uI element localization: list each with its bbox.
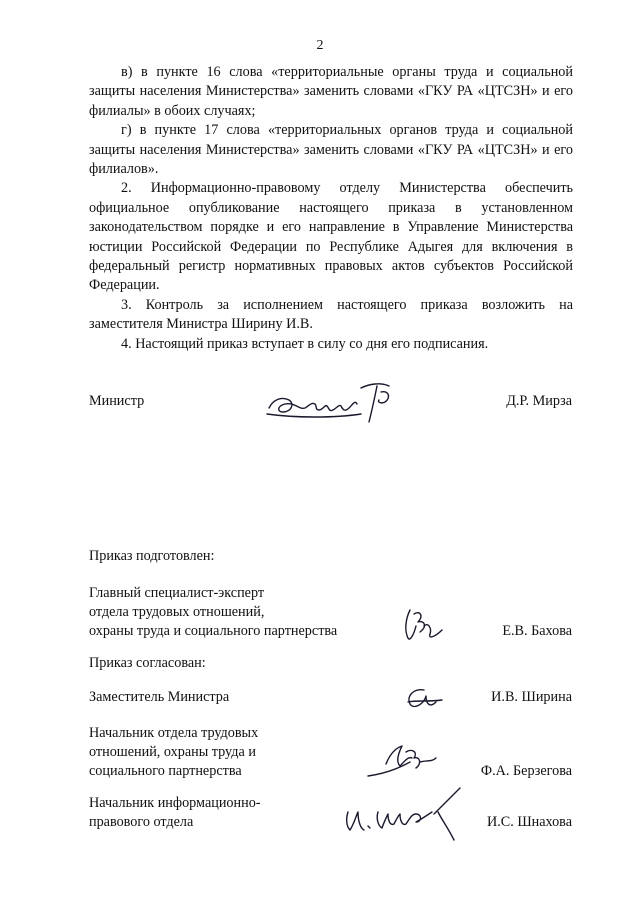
- signature-bakhova-icon: [400, 604, 450, 646]
- paragraph-4: 4. Настоящий приказ вступает в силу со дня его подписания.: [121, 335, 489, 352]
- shnakhova-position-line-1: Начальник информационно-: [89, 795, 261, 811]
- minister-name: Д.Р. Мирза: [506, 393, 572, 409]
- shirina-position-line-1: Заместитель Министра: [89, 689, 230, 705]
- prepared-heading: Приказ подготовлен:: [89, 548, 215, 564]
- agreed-heading: Приказ согласован:: [89, 655, 206, 671]
- berzegova-name: Ф.А. Берзегова: [480, 763, 572, 779]
- paragraph-3: 3. Контроль за исполнением настоящего приказа возложить на заместителя Министра Ширину И.В.: [89, 296, 573, 333]
- agreed-signer-shirina: [0, 688, 640, 708]
- signature-berzegova-icon: [362, 736, 442, 784]
- shnakhova-name: И.С. Шнахова: [486, 814, 572, 830]
- paragraph-v: в) в пункте 16 слова «территориальные органы труда и социальной защиты населения Министерства» заменить словами «ГКУ РА «ЦТСЗН» и его филиалы» в обоих случаях;: [89, 64, 573, 119]
- prepared-signer: [0, 584, 640, 644]
- shnakhova-position-line-2: правового отдела: [89, 814, 194, 830]
- signature-shnakhova-icon: [338, 784, 468, 844]
- order-body: [89, 63, 573, 354]
- berzegova-position-line-1: Начальник отдела трудовых: [89, 725, 259, 741]
- prepared-position-line-1: Главный специалист-эксперт: [89, 585, 265, 601]
- agreed-signer-shnakhova: [0, 794, 640, 834]
- page-number: 2: [316, 38, 324, 53]
- paragraph-2: 2. Информационно-правовому отделу Министерства обеспечить официальное опубликование настоящего приказа в установленном законодательством порядке и его направление в Управление Министерства юстиции Российской Федерации по Республике Адыгея для включения в федеральный регистр нормативных правовых актов субъектов Российской Федерации.: [89, 180, 573, 294]
- shirina-name: И.В. Ширина: [491, 689, 572, 705]
- signature-shirina-icon: [402, 680, 447, 714]
- prepared-name: Е.В. Бахова: [502, 623, 572, 639]
- agreed-signer-berzegova: [0, 724, 640, 784]
- berzegova-position-line-3: социального партнерства: [89, 763, 242, 779]
- berzegova-position-line-2: отношений, охраны труда и: [89, 744, 256, 760]
- paragraph-g: г) в пункте 17 слова «территориальных органов труда и социальной защиты населения Министерства» заменить словами «ГКУ РА «ЦТСЗН» и его филиалов».: [89, 122, 573, 178]
- prepared-position-line-3: охраны труда и социального партнерства: [89, 623, 338, 639]
- signature-mirza-icon: [265, 374, 410, 429]
- prepared-position-line-2: отдела трудовых отношений,: [89, 604, 265, 620]
- minister-title: Министр: [89, 393, 145, 409]
